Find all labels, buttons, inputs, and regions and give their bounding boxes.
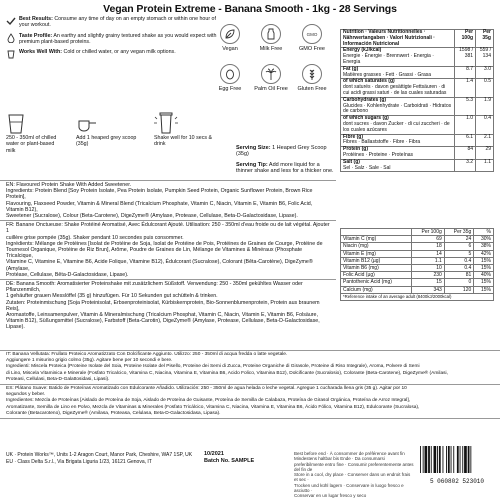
nutrient-per-100g: 3.2: [455, 159, 476, 172]
barcode-bar: [423, 446, 424, 473]
badge-milk-free: [251, 24, 291, 52]
nutrition-row: [341, 66, 494, 79]
vitamin-header-cell: Per 35g: [444, 229, 473, 236]
usage-tips: [6, 16, 220, 63]
nutrient-label: of which sugars (g): [343, 115, 389, 122]
nutrient-per-35g: 3.0: [476, 66, 494, 79]
vitamin-per-35g: 0: [444, 279, 473, 286]
drop-icon: [6, 33, 16, 43]
barcode-bar: [462, 446, 463, 473]
serving-info: [236, 145, 336, 174]
barcode-bar: [431, 446, 432, 473]
vitamin-header-cell: Per 100g: [411, 229, 444, 236]
egg-icon: [221, 65, 239, 83]
palm-tree-icon: [262, 65, 280, 83]
storage-line: Conservar en un lugar fresco y seco: [294, 493, 367, 499]
serving-tip-label: Serving Tip:: [236, 161, 268, 168]
cup-icon: [6, 49, 16, 59]
wheat-icon: [303, 65, 321, 83]
barcode-icon: [418, 446, 496, 473]
vitamin-per-35g: 81: [444, 272, 473, 279]
badge-label: Milk Free: [259, 46, 283, 52]
nutrient-translation: Matières grasses · Fett · Grassi · Grasa: [343, 71, 432, 78]
note-line: segundos y beber.: [6, 392, 46, 398]
nutrient-label: Fat (g): [343, 65, 359, 72]
nutrition-row: [341, 79, 494, 97]
barcode-bar: [420, 446, 421, 473]
barcode-bar: [453, 446, 454, 473]
nutrient-per-35g: 2.1: [476, 134, 494, 147]
nutrient-label: Protein (g): [343, 146, 368, 153]
tip-taste-profile: [6, 33, 220, 46]
ingredients-fr: [0, 220, 336, 279]
vitamin-per-35g: 24: [444, 236, 473, 243]
note-line: Vitamin B12), Süßungsmittel (Sucralose), Farbstoff (Beta-Carotin), DigeZyme® (Amylase, Protease, Cellulase, Beta-D-Galactosidase, Lipase).: [6, 318, 320, 331]
batch-info: [204, 451, 254, 464]
barcode-bar: [428, 446, 430, 473]
note-line: Aromastoffe, Leinsamenpulver, Vitamin & Mineralmischung (Tricalcium Phosphat, Vitamin C, Niacin, Vitamin E, Vitamin B6, Folsäure,: [6, 312, 318, 319]
ingredients-de: [0, 279, 336, 332]
nutrition-row: [341, 48, 494, 66]
vitamin-per-100g: 15: [411, 279, 444, 286]
nutrient-per-35g: 1.9: [476, 97, 494, 115]
vitamin-ri: 15%: [474, 279, 494, 286]
vitamin-label: Pantothenic Acid (mg): [341, 279, 412, 286]
vitamin-header-cell: [341, 229, 412, 236]
nutrient-per-35g: 29: [476, 147, 494, 160]
storage-line: Store in a cool, dry place · Conserver dans un endroit frais et sec ·: [294, 472, 411, 483]
vitamin-header-cell: %: [474, 229, 494, 236]
leaf-icon: [221, 25, 239, 43]
vitamin-per-100g: 10: [411, 265, 444, 272]
note-line: Aromatizante, Semilla de Lino en Polvo, Mezcla de Vitaminas & Minerales (Fosfato Tricálcico, Vitamina C, Niacina, Vitamina E, Vitamina B6, Ácido Fólico, Vitamina B12), Edulcorante (Sucralosa),: [6, 404, 420, 410]
barcode-bar: [425, 446, 428, 473]
vitamin-per-35g: 5: [444, 250, 473, 257]
tip-text: Consume any time of day on an empty stomach or within one hour of your workout.: [19, 16, 216, 29]
note-line: Vitamine C, Vitamine E, Vitamine B6, Acide Folique, Vitamine B12), Édulcorant (Sucralose), Colorant (Bêta-Carotène), DigeZyme® (Amylase,: [6, 259, 313, 272]
shaker-icon: [154, 111, 178, 135]
note-line: Zutaten: Proteinmischung [Soja Proteinisolat, Erbsenproteinisolat, Kürbiskernprotein, Bio-Sonnenblumenprotein, Protein aus braunem Reis],: [6, 299, 320, 312]
glass-icon: [6, 113, 26, 135]
nutrition-row: [341, 159, 494, 172]
storage-line: preferibilmente entro fine · Consumir preferentemente antes del fin de: [294, 461, 414, 472]
nutrition-header-label: Nutrition · Valeurs Nutritionnelles · Nährwertangaben · Valori Nutrizionali · Información Nutricional: [341, 30, 455, 48]
note-line: Flavouring, Flaxseed Powder, Vitamin & Mineral Blend (Tricalcium Phosphate, Vitamin C, Niacin, Vitamin E, Vitamin B6, Folic Acid, Vitamin B12),: [6, 200, 313, 213]
vitamin-ri: 30%: [474, 236, 494, 243]
nutrient-translation: Glucides · Kohlenhydrate · Carboidrati · Hidratos de carbono: [343, 102, 452, 115]
address-uk: UK · Protein Works™, Units 1-2 Aragon Court, Manor Park, Cheshire, WA7 1SP, UK: [6, 452, 193, 458]
vitamin-row: [341, 286, 494, 293]
nutrition-header-100g: Per 100g: [455, 30, 476, 48]
nutrient-per-100g: 84: [455, 147, 476, 160]
barcode-bar: [446, 446, 447, 473]
nutrient-per-100g: 1.0: [455, 116, 476, 134]
vitamin-per-35g: 120: [444, 286, 473, 293]
vitamin-per-35g: 0.4: [444, 265, 473, 272]
badge-label: Palm Oil Free: [254, 86, 288, 92]
milk-icon: [262, 25, 280, 43]
nutrient-per-35g: 0.5: [476, 79, 494, 97]
vitamin-per-100g: 18: [411, 243, 444, 250]
nutrition-row: [341, 116, 494, 134]
vitamin-ri: 42%: [474, 250, 494, 257]
vitamin-per-100g: 343: [411, 286, 444, 293]
nutrient-per-100g: 6.1: [455, 134, 476, 147]
note-line: ES: Plátano Suave: Batido de Proteínas Aromatizado con Edulcorante Añadido. Utilización: 250 - 350ml de agua helada o leche vegetal. Agregue 1 cucharada llena gris (35 g). Agitar por 10: [6, 386, 407, 392]
nutrient-translation: dont sucres · davon Zucker · di cui zuccheri · de los cuales azúcares: [343, 120, 450, 133]
vitamin-label: Vitamin E (mg): [341, 250, 412, 257]
note-line: Colorante (Betacaroteno), DigeZyme® (Amilasa, Proteasa, Celulasa, Beta-D-Galactosidasa, Lipasa).: [6, 410, 221, 416]
svg-text:GMO: GMO: [306, 32, 318, 37]
ingredients-it-es: [0, 350, 500, 419]
vitamin-ri: 38%: [474, 243, 494, 250]
tip-label: Taste Profile:: [19, 32, 53, 39]
tip-label: Best Results:: [19, 16, 53, 22]
nutrient-label: Carbohydrates (g): [343, 96, 387, 103]
vitamin-per-100g: 230: [411, 272, 444, 279]
tip-best-results: [6, 16, 220, 29]
vitamin-row: [341, 265, 494, 272]
vitamin-ri: 40%: [474, 272, 494, 279]
vitamin-row: [341, 250, 494, 257]
ingredients-en: [0, 180, 336, 220]
nutrient-per-100g: 8.7: [455, 66, 476, 79]
serving-size: [236, 145, 336, 158]
vitamin-per-100g: 1.1: [411, 257, 444, 264]
barcode-bar: [437, 446, 438, 473]
best-before-date: 10/2021: [204, 451, 224, 457]
badge-label: GMO Free: [299, 46, 325, 52]
ingredients-es: [0, 384, 500, 419]
nutrient-label: Fibre (g): [343, 133, 363, 140]
note-line: di Lino, Miscela Vitaminica e Minerale (Fosfato Tricalcico, Vitamina C, Niacina, Vitamina E, Vitamina B6, Acido Folico, Vitamina B12), Dolcificante (Sucralosio), Colorante (Beta-Carotene), DigeZyme® (Amilasi,: [6, 370, 448, 376]
badge-gluten-free: [292, 64, 332, 92]
step-1: 250 - 350ml of chilled water or plant-based milk: [6, 135, 57, 154]
batch-number: Batch No. SAMPLE: [204, 457, 255, 464]
note-line: IT: Banana Vellutata: Frullato Proteico Aromatizzato Con Dolcificante Aggiunto. Utilizzo: 250 - 350ml di acqua fredda o latte vegetale.: [6, 352, 288, 357]
barcode-bar: [460, 446, 461, 473]
nutrient-per-100g: 1.4: [455, 79, 476, 97]
serving-tip: [236, 162, 336, 175]
nutrient-translation: Protéines · Proteine · Proteínas: [343, 151, 414, 158]
barcode-number: 5 060802 523010: [429, 478, 484, 485]
nutrition-header-35g: Per 35g: [476, 30, 494, 48]
preparation-steps: [6, 135, 236, 175]
note-line: Sweetener (Sucralose), Colour (Beta-Carotene), DigeZyme® (Amylase, Protease, Cellulase, Beta-D-Galactosidase, Lipase).: [6, 213, 298, 220]
tip-text: Cold or chilled water, or any vegan milk options.: [62, 49, 176, 56]
note-line: Aggiungere 1 misurino grigio colmo (35g). Agitare bene per 10 secondi e bere.: [6, 358, 173, 364]
badge-palm-oil-free: [251, 64, 291, 92]
barcode-bar: [443, 446, 444, 473]
vitamin-ri: 15%: [474, 286, 494, 293]
vitamin-row: [341, 279, 494, 286]
barcode-bar: [464, 446, 467, 473]
vitamin-label: Vitamin B12 (µg): [341, 257, 412, 264]
vitamin-label: Vitamin B6 (mg): [341, 265, 412, 272]
note-line: Protéase, Cellulase, Bêta-D-Galactosidase, Lipase).: [6, 271, 129, 278]
tip-works-well-with: [6, 49, 220, 59]
note-line: Ingredientes: Mezcla de Proteínas [Aislado de Proteína de Soja, Aislado de Proteína de Guisante, Proteína de Semilla de Calabaza, Proteína de Girasol Orgánica, Proteína de Arroz Integral],: [6, 398, 410, 404]
nutrition-table: [340, 29, 494, 172]
storage-line: Best before end · À consommer de préférence avant fin: [294, 451, 405, 456]
nutrient-per-35g: 559 / 134: [476, 48, 494, 66]
vitamin-row: [341, 272, 494, 279]
barcode-bar: [439, 446, 441, 473]
nutrient-translation: Fibres · Ballaststoffe · Fibre · Fibra: [343, 139, 421, 146]
nutrient-label: Salt (g): [343, 158, 360, 165]
nutrient-translation: dont saturés · davon gesättigte Fettsäuren · di cui acidi grassi saturi · de las cuales saturadas: [343, 84, 447, 96]
badge-gmo-free: [292, 24, 332, 52]
nutrient-translation: Sel · Salz · Sale · Sal: [343, 164, 391, 171]
vitamin-label: Niacin (mg): [341, 243, 412, 250]
storage-line: Mindestens haltbar bis Ende · Da consumarsi: [294, 456, 385, 462]
badge-label: Egg Free: [218, 86, 242, 92]
nutrition-row: [341, 147, 494, 160]
barcode-bar: [457, 446, 459, 473]
note-line: cuillère grise pompée (35g). Shaker pendant 10 secondes puis consommer.: [6, 234, 184, 241]
nutrient-per-35g: 0.4: [476, 116, 494, 134]
vitamin-row: [341, 257, 494, 264]
barcode-bar: [468, 446, 470, 473]
note-line: 1 gehäufter grauen Messlöffel (35 g) hinzufügen. Für 10 Sekunden gut schütteln & trinken.: [6, 293, 218, 300]
vitamin-label: Folic Acid (µg): [341, 272, 412, 279]
badge-label: Vegan: [222, 46, 238, 52]
barcode-bar: [451, 446, 452, 473]
vitamin-footnote-row: [341, 293, 494, 300]
nutrient-per-35g: 1.1: [476, 159, 494, 172]
barcode-bar: [470, 446, 471, 473]
step-3: Shake well for 10 secs & drink: [154, 135, 212, 148]
vitamin-per-35g: 6: [444, 243, 473, 250]
gmo-icon: [303, 25, 321, 43]
storage-line: Trocken und kühl lagern · Conservare in luogo fresco e asciutto ·: [294, 482, 404, 494]
storage-info: [294, 451, 414, 499]
badge-vegan: [210, 24, 250, 52]
note-line: DE: Banana Smooth: Aromatisierter Proteinshake mit zusätzlichem Süßstoff. Verwendung: 250 - 350ml gekühltes Wasser oder Pflanzenmilch,: [6, 281, 303, 294]
nutrient-label: of which saturates (g): [343, 78, 395, 85]
note-line: Tournesol Organique, Protéine de Riz Brun], Arôme, Poudre de Graines de Lin, Mélange de Vitamines & Minéraux (Phosphate Tricalcique,: [6, 247, 303, 260]
note-line: Ingredienti: Miscela Proteica (Proteine Isolate del Soia, Proteine Isolate del Pisello, Proteine dei Semi di Zucca, Proteine Organiche di Girasole, Proteine di Riso Integrale), Aroma, Polvere di Semi: [6, 364, 420, 370]
vitamin-ri: 15%: [474, 257, 494, 264]
manufacturer-address: [6, 452, 192, 466]
barcode: [418, 446, 496, 485]
note-line: Ingrédients: Mélange de Protéines [Isolat de Protéine de Soja, Isolat de Protéine de Pois, Protéines de Graines de Courge, Protéine de: [6, 240, 323, 247]
nutrient-label: Energy (kJ/kcal): [343, 47, 382, 54]
vitamin-ri: 15%: [474, 265, 494, 272]
vitamin-label: Vitamin C (mg): [341, 236, 412, 243]
badge-egg-free: [210, 64, 250, 92]
vitamin-per-100g: 69: [411, 236, 444, 243]
vitamin-row: [341, 236, 494, 243]
vitamin-header: [341, 229, 494, 236]
note-line: Proteasi, Cellulasi, Beta-D-Galattosidasi, Lipasi).: [6, 376, 110, 382]
vitamin-row: [341, 243, 494, 250]
vitamin-label: Calcium (mg): [341, 286, 412, 293]
tip-text: An earthy and slightly grainy textured shake as you would expect with premium plant-based proteins.: [19, 32, 217, 45]
product-title: Vegan Protein Extreme - Banana Smooth - 1kg - 28 Servings: [103, 3, 397, 15]
note-line: FR: Banane Onctueuse: Shake Protéiné Aromatisé, Avec Édulcorant Ajouté. Utilisation: 250 - 350ml d'eau froide ou de lait végétal. Ajouter 1: [6, 222, 330, 235]
nutrition-row: [341, 134, 494, 147]
nutrient-per-100g: 1598 / 381: [455, 48, 476, 66]
vitamin-per-35g: 0.4: [444, 257, 473, 264]
nutrition-header: [341, 30, 494, 48]
vitamin-footnote: *Reference intake of an average adult (8400kJ/2000kcal): [341, 293, 494, 300]
serving-size-value: 1 Heaped Grey Scoop (35g): [236, 145, 327, 158]
nutrient-translation: Energie · Énergie · Brennwert · Energia · Energia: [343, 53, 434, 65]
vitamin-per-100g: 14: [411, 250, 444, 257]
serving-tip-value: Add more liquid for a thinner shake and less for a thicker one.: [236, 161, 334, 174]
barcode-bar: [448, 446, 450, 473]
address-eu: EU · Class Delta S.r.l., Via Brigata Liguria 1/23, 16121 Genova, IT: [6, 459, 152, 465]
ingredients-it: [0, 350, 500, 384]
barcode-bar: [434, 446, 437, 473]
vitamin-table: [340, 228, 494, 301]
nutrient-per-100g: 5.3: [455, 97, 476, 115]
ingredients-en-fr-de: [0, 180, 336, 332]
badge-label: Gluten Free: [297, 86, 327, 92]
tip-label: Works Well With:: [19, 49, 63, 56]
note-line: EN: Flavoured Protein Shake With Added Sweetener.: [6, 182, 132, 188]
note-line: Ingredients: Protein Blend [Soy Protein Isolate, Pea Protein Isolate, Pumpkin Seed Protein, Organic Sunflower Protein, Brown Rice Protein],: [6, 188, 313, 201]
nutrition-row: [341, 97, 494, 115]
step-2: Add 1 heaped grey scoop (35g): [76, 135, 137, 148]
check-icon: [6, 16, 16, 26]
scoop-icon: [76, 113, 98, 135]
serving-size-label: Serving Size:: [236, 145, 271, 151]
